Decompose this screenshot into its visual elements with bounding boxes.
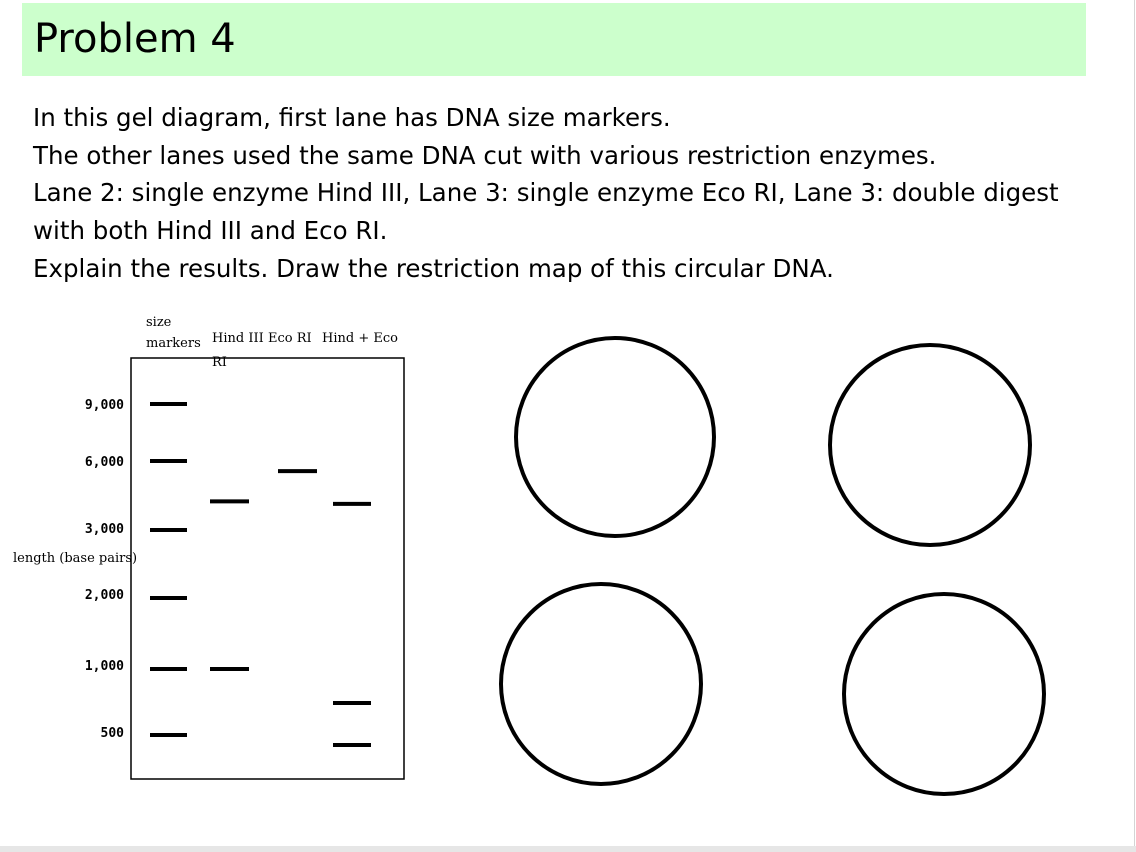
lane4-header-line1: Hind + Eco <box>322 331 398 346</box>
problem-text <box>33 99 1093 288</box>
lane4-header-line2: RI <box>212 355 227 370</box>
lane1-header-line2: markers <box>146 336 201 351</box>
gel-diagram <box>0 300 420 790</box>
restriction-map-circles <box>490 330 1060 800</box>
gel-frame <box>131 358 404 779</box>
slide-title: Problem 4 <box>34 16 236 62</box>
marker-label-6000: 6,000 <box>84 455 124 470</box>
problem-line-1: In this gel diagram, first lane has DNA size markers. <box>33 103 671 132</box>
problem-line-2: The other lanes used the same DNA cut with various restriction enzymes. <box>33 140 937 170</box>
title-bar <box>22 3 1086 76</box>
marker-label-1000: 1,000 <box>84 659 124 674</box>
marker-label-500: 500 <box>100 726 124 741</box>
gel-bands <box>150 404 371 745</box>
restriction-map-circle-2 <box>830 345 1030 545</box>
problem-line-3: Lane 2: single enzyme Hind III, Lane 3: single enzyme Eco RI, Lane 3: double digest with both Hind III and Eco RI. <box>33 178 1059 246</box>
restriction-map-circle-3 <box>501 584 701 784</box>
marker-label-2000: 2,000 <box>84 588 124 603</box>
lane1-header-line1: size <box>146 315 172 330</box>
page-edge <box>0 846 1136 852</box>
restriction-map-circle-4 <box>844 594 1044 794</box>
marker-label-9000: 9,000 <box>84 398 124 413</box>
marker-label-3000: 3,000 <box>84 522 124 537</box>
restriction-map-circle-1 <box>516 338 714 536</box>
lane3-header: Eco RI <box>268 331 312 346</box>
problem-line-4: Explain the results. Draw the restriction map of this circular DNA. <box>33 253 834 283</box>
lane2-header: Hind III <box>212 331 264 346</box>
y-axis-label: length (base pairs) <box>13 551 138 566</box>
